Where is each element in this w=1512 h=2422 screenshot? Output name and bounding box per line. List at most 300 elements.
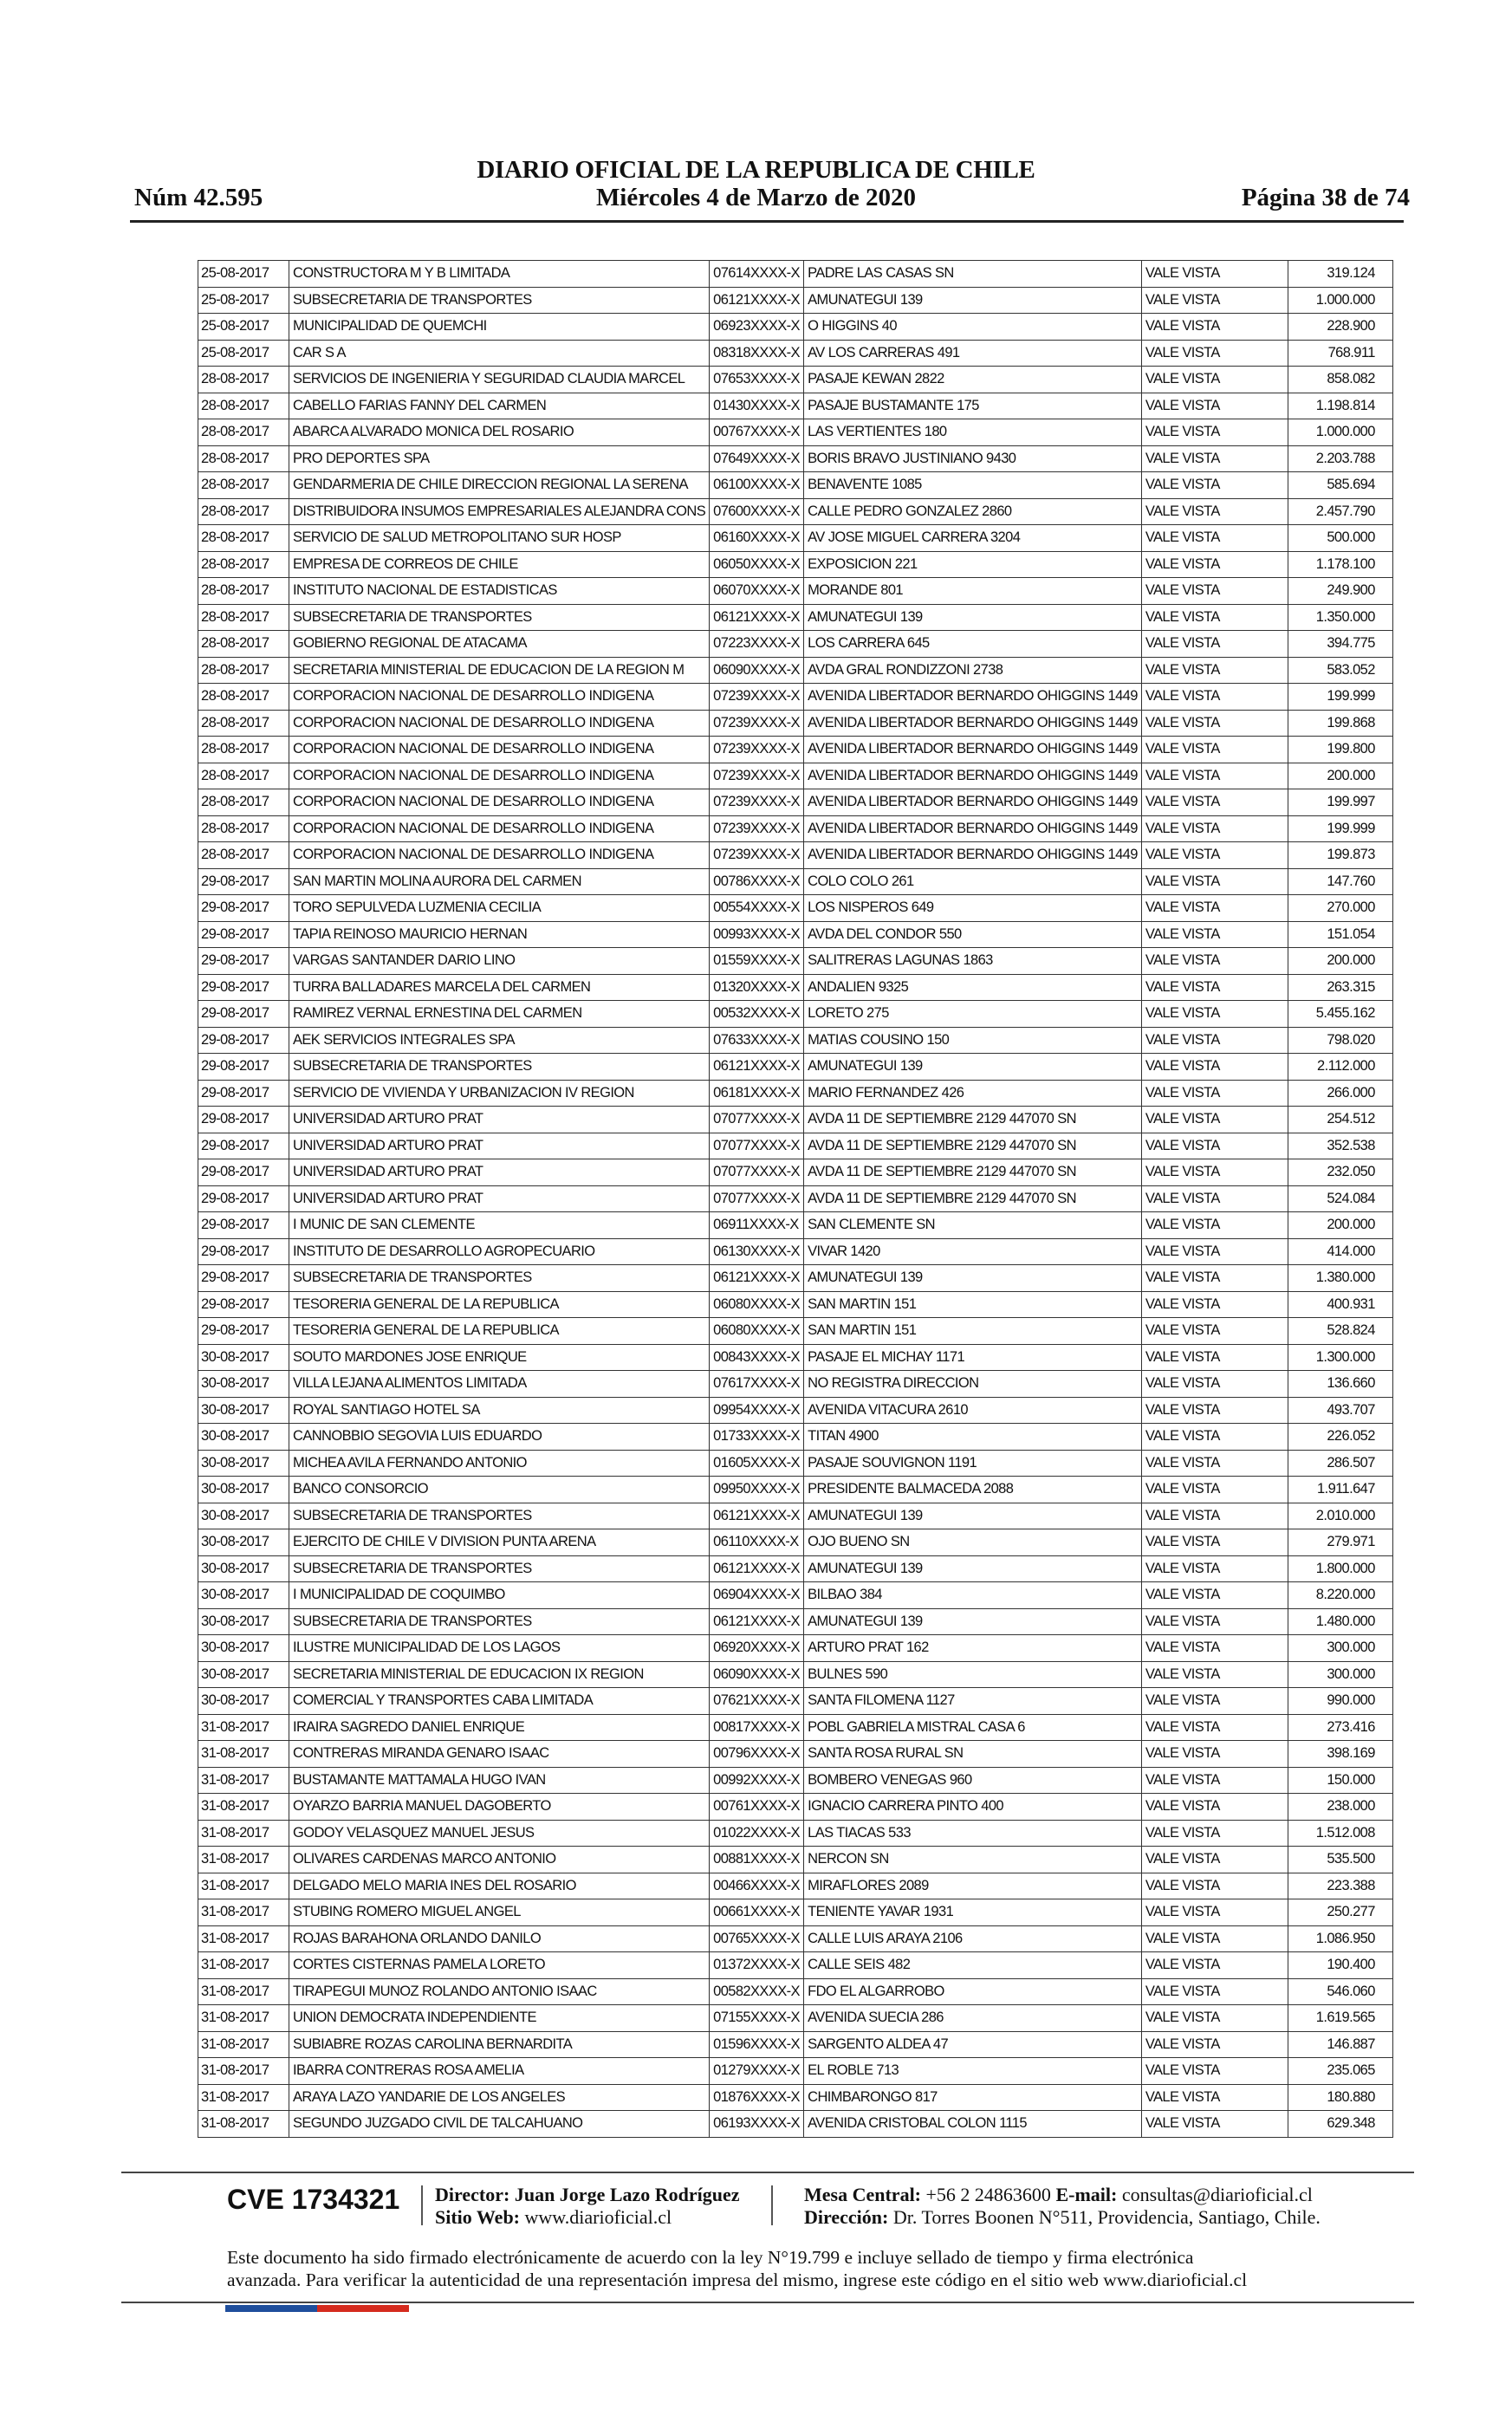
beneficiary-cell: TIRAPEGUI MUNOZ ROLANDO ANTONIO ISAAC (289, 1978, 710, 2005)
amount-cell: 200.000 (1288, 948, 1392, 975)
beneficiary-cell: SUBSECRETARIA DE TRANSPORTES (289, 1265, 710, 1292)
table-row (198, 1608, 1393, 1635)
date-cell: 28-08-2017 (198, 393, 289, 419)
table-row (198, 1027, 1393, 1054)
rut-cell: 07077XXXX-X (710, 1185, 804, 1212)
records-table-body (198, 261, 1393, 2138)
table-row (198, 684, 1393, 711)
amount-cell: 226.052 (1288, 1424, 1392, 1451)
address-cell: NERCON SN (804, 1847, 1142, 1873)
date-cell: 31-08-2017 (198, 1925, 289, 1952)
rut-cell: 06121XXXX-X (710, 1265, 804, 1292)
payment-type-cell: VALE VISTA (1141, 921, 1288, 948)
email-link[interactable]: consultas@diarioficial.cl (1121, 2184, 1313, 2205)
address-cell: PASAJE EL MICHAY 1171 (804, 1344, 1142, 1371)
table-row (198, 1741, 1393, 1768)
table-row (198, 1582, 1393, 1609)
beneficiary-cell: SEGUNDO JUZGADO CIVIL DE TALCAHUANO (289, 2111, 710, 2138)
table-row (198, 1503, 1393, 1529)
beneficiary-cell: TORO SEPULVEDA LUZMENIA CECILIA (289, 895, 710, 922)
table-row (198, 2084, 1393, 2111)
rut-cell: 07223XXXX-X (710, 631, 804, 658)
address-cell: AVENIDA LIBERTADOR BERNARDO OHIGGINS 1449 (804, 815, 1142, 842)
payment-type-cell: VALE VISTA (1141, 710, 1288, 737)
amount-cell: 1.350.000 (1288, 604, 1392, 631)
table-row (198, 314, 1393, 341)
director-block (435, 2184, 740, 2229)
address-cell: AVENIDA LIBERTADOR BERNARDO OHIGGINS 1449 (804, 684, 1142, 711)
table-row (198, 1661, 1393, 1688)
beneficiary-cell: SAN MARTIN MOLINA AURORA DEL CARMEN (289, 868, 710, 895)
contact-block (804, 2184, 1321, 2229)
beneficiary-cell: BANCO CONSORCIO (289, 1477, 710, 1503)
table-row (198, 921, 1393, 948)
rut-cell: 07239XXXX-X (710, 684, 804, 711)
payment-type-cell: VALE VISTA (1141, 2005, 1288, 2032)
table-row (198, 1635, 1393, 1662)
date-cell: 28-08-2017 (198, 789, 289, 816)
amount-cell: 1.086.950 (1288, 1925, 1392, 1952)
beneficiary-cell: OYARZO BARRIA MANUEL DAGOBERTO (289, 1794, 710, 1821)
beneficiary-cell: SUBSECRETARIA DE TRANSPORTES (289, 287, 710, 314)
payment-type-cell: VALE VISTA (1141, 1185, 1288, 1212)
date-cell: 28-08-2017 (198, 815, 289, 842)
address-cell: BILBAO 384 (804, 1582, 1142, 1609)
payment-type-cell: VALE VISTA (1141, 1450, 1288, 1477)
amount-cell: 2.203.788 (1288, 445, 1392, 472)
address-cell: MARIO FERNANDEZ 426 (804, 1080, 1142, 1107)
date-cell: 28-08-2017 (198, 498, 289, 525)
publication-date: Miércoles 4 de Marzo de 2020 (595, 184, 917, 211)
flag-red-stripe (317, 2305, 409, 2312)
address-cell: VIVAR 1420 (804, 1238, 1142, 1265)
date-cell: 31-08-2017 (198, 2005, 289, 2032)
date-cell: 31-08-2017 (198, 1978, 289, 2005)
payment-type-cell: VALE VISTA (1141, 815, 1288, 842)
beneficiary-cell: SOUTO MARDONES JOSE ENRIQUE (289, 1344, 710, 1371)
amount-cell: 858.082 (1288, 367, 1392, 393)
table-row (198, 498, 1393, 525)
payment-type-cell: VALE VISTA (1141, 1925, 1288, 1952)
amount-cell: 535.500 (1288, 1847, 1392, 1873)
payment-type-cell: VALE VISTA (1141, 1820, 1288, 1847)
amount-cell: 266.000 (1288, 1080, 1392, 1107)
web-label: Sitio Web: (435, 2206, 521, 2228)
payment-type-cell: VALE VISTA (1141, 1873, 1288, 1899)
table-row (198, 1555, 1393, 1582)
amount-cell: 263.315 (1288, 974, 1392, 1001)
table-row (198, 367, 1393, 393)
rut-cell: 06121XXXX-X (710, 1608, 804, 1635)
payment-type-cell: VALE VISTA (1141, 1107, 1288, 1133)
rut-cell: 00761XXXX-X (710, 1794, 804, 1821)
beneficiary-cell: CABELLO FARIAS FANNY DEL CARMEN (289, 393, 710, 419)
payment-type-cell: VALE VISTA (1141, 2058, 1288, 2085)
date-cell: 28-08-2017 (198, 525, 289, 552)
rut-cell: 07617XXXX-X (710, 1371, 804, 1398)
payment-type-cell: VALE VISTA (1141, 551, 1288, 578)
amount-cell: 147.760 (1288, 868, 1392, 895)
payment-type-cell: VALE VISTA (1141, 498, 1288, 525)
address-cell: AMUNATEGUI 139 (804, 1555, 1142, 1582)
address-cell: LAS TIACAS 533 (804, 1820, 1142, 1847)
rut-cell: 07077XXXX-X (710, 1107, 804, 1133)
beneficiary-cell: GOBIERNO REGIONAL DE ATACAMA (289, 631, 710, 658)
beneficiary-cell: CORTES CISTERNAS PAMELA LORETO (289, 1952, 710, 1979)
date-cell: 30-08-2017 (198, 1555, 289, 1582)
table-row (198, 1820, 1393, 1847)
beneficiary-cell: CANNOBBIO SEGOVIA LUIS EDUARDO (289, 1424, 710, 1451)
rut-cell: 07600XXXX-X (710, 498, 804, 525)
address-cell: SAN CLEMENTE SN (804, 1212, 1142, 1239)
address-cell: BOMBERO VENEGAS 960 (804, 1767, 1142, 1794)
rut-cell: 07633XXXX-X (710, 1027, 804, 1054)
table-row (198, 895, 1393, 922)
address-cell: AVDA 11 DE SEPTIEMBRE 2129 447070 SN (804, 1107, 1142, 1133)
payment-type-cell: VALE VISTA (1141, 1080, 1288, 1107)
payment-type-cell: VALE VISTA (1141, 1847, 1288, 1873)
date-cell: 30-08-2017 (198, 1477, 289, 1503)
date-cell: 29-08-2017 (198, 974, 289, 1001)
address-cell: AVENIDA LIBERTADOR BERNARDO OHIGGINS 1449 (804, 737, 1142, 763)
rut-cell: 06121XXXX-X (710, 1054, 804, 1081)
table-row (198, 287, 1393, 314)
table-row (198, 1265, 1393, 1292)
date-cell: 31-08-2017 (198, 1767, 289, 1794)
beneficiary-cell: PRO DEPORTES SPA (289, 445, 710, 472)
address-cell: IGNACIO CARRERA PINTO 400 (804, 1794, 1142, 1821)
date-cell: 31-08-2017 (198, 2084, 289, 2111)
payment-type-cell: VALE VISTA (1141, 1794, 1288, 1821)
rut-cell: 00554XXXX-X (710, 895, 804, 922)
date-cell: 29-08-2017 (198, 1185, 289, 1212)
email-label: E-mail: (1055, 2184, 1118, 2205)
amount-cell: 768.911 (1288, 340, 1392, 367)
beneficiary-cell: UNIVERSIDAD ARTURO PRAT (289, 1107, 710, 1133)
amount-cell: 200.000 (1288, 763, 1392, 789)
amount-cell: 394.775 (1288, 631, 1392, 658)
address-cell: SAN MARTIN 151 (804, 1318, 1142, 1345)
rut-cell: 07239XXXX-X (710, 842, 804, 869)
date-cell: 29-08-2017 (198, 1001, 289, 1028)
rut-cell: 06923XXXX-X (710, 314, 804, 341)
address-cell: MORANDE 801 (804, 578, 1142, 605)
payment-type-cell: VALE VISTA (1141, 631, 1288, 658)
amount-cell: 528.824 (1288, 1318, 1392, 1345)
rut-cell: 00796XXXX-X (710, 1741, 804, 1768)
beneficiary-cell: SECRETARIA MINISTERIAL DE EDUCACION IX REGION (289, 1661, 710, 1688)
table-row (198, 393, 1393, 419)
table-row (198, 1080, 1393, 1107)
rut-cell: 07621XXXX-X (710, 1688, 804, 1715)
mesa-label: Mesa Central: (804, 2184, 922, 2205)
amount-cell: 300.000 (1288, 1661, 1392, 1688)
amount-cell: 1.619.565 (1288, 2005, 1392, 2032)
date-cell: 30-08-2017 (198, 1503, 289, 1529)
date-cell: 30-08-2017 (198, 1661, 289, 1688)
beneficiary-cell: EMPRESA DE CORREOS DE CHILE (289, 551, 710, 578)
amount-cell: 249.900 (1288, 578, 1392, 605)
address-cell: ARTURO PRAT 162 (804, 1635, 1142, 1662)
table-row (198, 631, 1393, 658)
table-row (198, 1107, 1393, 1133)
date-cell: 28-08-2017 (198, 551, 289, 578)
table-row (198, 2058, 1393, 2085)
payment-type-cell: VALE VISTA (1141, 2031, 1288, 2058)
table-row (198, 340, 1393, 367)
payment-type-cell: VALE VISTA (1141, 445, 1288, 472)
table-row (198, 604, 1393, 631)
address-cell: AV LOS CARRERAS 491 (804, 340, 1142, 367)
address-cell: CALLE PEDRO GONZALEZ 2860 (804, 498, 1142, 525)
table-row (198, 261, 1393, 288)
table-row (198, 1212, 1393, 1239)
table-row (198, 657, 1393, 684)
rut-cell: 07077XXXX-X (710, 1133, 804, 1159)
beneficiary-cell: UNIVERSIDAD ARTURO PRAT (289, 1185, 710, 1212)
date-cell: 29-08-2017 (198, 1212, 289, 1239)
amount-cell: 228.900 (1288, 314, 1392, 341)
beneficiary-cell: TURRA BALLADARES MARCELA DEL CARMEN (289, 974, 710, 1001)
date-cell: 31-08-2017 (198, 2111, 289, 2138)
amount-cell: 990.000 (1288, 1688, 1392, 1715)
date-cell: 29-08-2017 (198, 1054, 289, 1081)
payment-type-cell: VALE VISTA (1141, 1001, 1288, 1028)
date-cell: 31-08-2017 (198, 1794, 289, 1821)
beneficiary-cell: TESORERIA GENERAL DE LA REPUBLICA (289, 1291, 710, 1318)
footer-divider-top (121, 2172, 1414, 2173)
footer-separator (421, 2185, 423, 2225)
date-cell: 30-08-2017 (198, 1688, 289, 1715)
amount-cell: 1.000.000 (1288, 287, 1392, 314)
payment-type-cell: VALE VISTA (1141, 340, 1288, 367)
beneficiary-cell: TAPIA REINOSO MAURICIO HERNAN (289, 921, 710, 948)
address-cell: MATIAS COUSINO 150 (804, 1027, 1142, 1054)
beneficiary-cell: DELGADO MELO MARIA INES DEL ROSARIO (289, 1873, 710, 1899)
rut-cell: 01559XXXX-X (710, 948, 804, 975)
date-cell: 30-08-2017 (198, 1582, 289, 1609)
payment-type-cell: VALE VISTA (1141, 1978, 1288, 2005)
rut-cell: 06070XXXX-X (710, 578, 804, 605)
payment-type-cell: VALE VISTA (1141, 2084, 1288, 2111)
address-cell: AVDA DEL CONDOR 550 (804, 921, 1142, 948)
rut-cell: 00765XXXX-X (710, 1925, 804, 1952)
amount-cell: 250.277 (1288, 1899, 1392, 1926)
payment-type-cell: VALE VISTA (1141, 314, 1288, 341)
amount-cell: 1.198.814 (1288, 393, 1392, 419)
table-row (198, 1291, 1393, 1318)
beneficiary-cell: CORPORACION NACIONAL DE DESARROLLO INDIGENA (289, 815, 710, 842)
table-row (198, 551, 1393, 578)
amount-cell: 2.112.000 (1288, 1054, 1392, 1081)
payment-type-cell: VALE VISTA (1141, 1477, 1288, 1503)
amount-cell: 279.971 (1288, 1529, 1392, 1556)
address-cell: SANTA FILOMENA 1127 (804, 1688, 1142, 1715)
table-row (198, 737, 1393, 763)
amount-cell: 199.873 (1288, 842, 1392, 869)
table-row (198, 1978, 1393, 2005)
rut-cell: 00881XXXX-X (710, 1847, 804, 1873)
address-cell: AVDA 11 DE SEPTIEMBRE 2129 447070 SN (804, 1185, 1142, 1212)
beneficiary-cell: TESORERIA GENERAL DE LA REPUBLICA (289, 1318, 710, 1345)
rut-cell: 06130XXXX-X (710, 1238, 804, 1265)
date-cell: 30-08-2017 (198, 1529, 289, 1556)
records-table (198, 260, 1393, 2138)
amount-cell: 223.388 (1288, 1873, 1392, 1899)
payment-type-cell: VALE VISTA (1141, 1899, 1288, 1926)
amount-cell: 238.000 (1288, 1794, 1392, 1821)
payment-type-cell: VALE VISTA (1141, 763, 1288, 789)
address-cell: POBL GABRIELA MISTRAL CASA 6 (804, 1714, 1142, 1741)
beneficiary-cell: GENDARMERIA DE CHILE DIRECCION REGIONAL LA SERENA (289, 472, 710, 499)
beneficiary-cell: ROJAS BARAHONA ORLANDO DANILO (289, 1925, 710, 1952)
beneficiary-cell: UNIVERSIDAD ARTURO PRAT (289, 1159, 710, 1186)
rut-cell: 09950XXXX-X (710, 1477, 804, 1503)
amount-cell: 199.800 (1288, 737, 1392, 763)
rut-cell: 06181XXXX-X (710, 1080, 804, 1107)
table-row (198, 1133, 1393, 1159)
director-label: Director: (435, 2184, 510, 2205)
date-cell: 30-08-2017 (198, 1397, 289, 1424)
beneficiary-cell: SUBSECRETARIA DE TRANSPORTES (289, 1608, 710, 1635)
beneficiary-cell: SUBSECRETARIA DE TRANSPORTES (289, 1555, 710, 1582)
table-row (198, 419, 1393, 446)
legal-notice (227, 2246, 1353, 2291)
address-cell: AMUNATEGUI 139 (804, 1054, 1142, 1081)
address-cell: NO REGISTRA DIRECCION (804, 1371, 1142, 1398)
date-cell: 25-08-2017 (198, 287, 289, 314)
beneficiary-cell: CORPORACION NACIONAL DE DESARROLLO INDIGENA (289, 710, 710, 737)
address-cell: SAN MARTIN 151 (804, 1291, 1142, 1318)
beneficiary-cell: DISTRIBUIDORA INSUMOS EMPRESARIALES ALEJANDRA CONS (289, 498, 710, 525)
date-cell: 25-08-2017 (198, 340, 289, 367)
amount-cell: 146.887 (1288, 2031, 1392, 2058)
legal-line: Este documento ha sido firmado electrónicamente de acuerdo con la ley N°19.799 e incluye sellado de tiempo y firma electrónica (227, 2247, 1194, 2268)
rut-cell: 01279XXXX-X (710, 2058, 804, 2085)
payment-type-cell: VALE VISTA (1141, 261, 1288, 288)
table-row (198, 1529, 1393, 1556)
beneficiary-cell: CORPORACION NACIONAL DE DESARROLLO INDIGENA (289, 842, 710, 869)
beneficiary-cell: GODOY VELASQUEZ MANUEL JESUS (289, 1820, 710, 1847)
address-cell: COLO COLO 261 (804, 868, 1142, 895)
address-cell: TENIENTE YAVAR 1931 (804, 1899, 1142, 1926)
rut-cell: 07614XXXX-X (710, 261, 804, 288)
beneficiary-cell: MICHEA AVILA FERNANDO ANTONIO (289, 1450, 710, 1477)
payment-type-cell: VALE VISTA (1141, 472, 1288, 499)
beneficiary-cell: SUBSECRETARIA DE TRANSPORTES (289, 1054, 710, 1081)
payment-type-cell: VALE VISTA (1141, 974, 1288, 1001)
rut-cell: 06100XXXX-X (710, 472, 804, 499)
date-cell: 31-08-2017 (198, 2058, 289, 2085)
table-row (198, 763, 1393, 789)
payment-type-cell: VALE VISTA (1141, 657, 1288, 684)
table-row (198, 578, 1393, 605)
date-cell: 31-08-2017 (198, 1741, 289, 1768)
date-cell: 28-08-2017 (198, 763, 289, 789)
address-cell: AVENIDA SUECIA 286 (804, 2005, 1142, 2032)
payment-type-cell: VALE VISTA (1141, 1291, 1288, 1318)
rut-cell: 06121XXXX-X (710, 1555, 804, 1582)
amount-cell: 5.455.162 (1288, 1001, 1392, 1028)
amount-cell: 199.999 (1288, 815, 1392, 842)
date-cell: 29-08-2017 (198, 1107, 289, 1133)
amount-cell: 1.300.000 (1288, 1344, 1392, 1371)
page-indicator: Página 38 de 74 (1241, 184, 1410, 211)
rut-cell: 00993XXXX-X (710, 921, 804, 948)
address-cell: PASAJE BUSTAMANTE 175 (804, 393, 1142, 419)
rut-cell: 01596XXXX-X (710, 2031, 804, 2058)
amount-cell: 1.178.100 (1288, 551, 1392, 578)
address-cell: LOS CARRERA 645 (804, 631, 1142, 658)
address-cell: PASAJE SOUVIGNON 1191 (804, 1450, 1142, 1477)
amount-cell: 254.512 (1288, 1107, 1392, 1133)
table-row (198, 1001, 1393, 1028)
rut-cell: 07239XXXX-X (710, 789, 804, 816)
rut-cell: 00817XXXX-X (710, 1714, 804, 1741)
payment-type-cell: VALE VISTA (1141, 948, 1288, 975)
amount-cell: 352.538 (1288, 1133, 1392, 1159)
address-cell: LORETO 275 (804, 1001, 1142, 1028)
header-divider (130, 220, 1404, 223)
rut-cell: 01605XXXX-X (710, 1450, 804, 1477)
table-row (198, 2111, 1393, 2138)
rut-cell: 06920XXXX-X (710, 1635, 804, 1662)
date-cell: 29-08-2017 (198, 921, 289, 948)
date-cell: 28-08-2017 (198, 842, 289, 869)
beneficiary-cell: SERVICIOS DE INGENIERIA Y SEGURIDAD CLAUDIA MARCEL (289, 367, 710, 393)
table-row (198, 1397, 1393, 1424)
address-cell: CHIMBARONGO 817 (804, 2084, 1142, 2111)
payment-type-cell: VALE VISTA (1141, 737, 1288, 763)
legal-line: avanzada. Para verificar la autenticidad de una representación impresa del mismo, ingrese este código en el sitio web www.diarioficial.cl (227, 2269, 1248, 2290)
amount-cell: 200.000 (1288, 1212, 1392, 1239)
amount-cell: 232.050 (1288, 1159, 1392, 1186)
beneficiary-cell: SUBSECRETARIA DE TRANSPORTES (289, 604, 710, 631)
amount-cell: 1.512.008 (1288, 1820, 1392, 1847)
address-cell: FDO EL ALGARROBO (804, 1978, 1142, 2005)
table-row (198, 842, 1393, 869)
rut-cell: 01372XXXX-X (710, 1952, 804, 1979)
payment-type-cell: VALE VISTA (1141, 1159, 1288, 1186)
address-cell: PADRE LAS CASAS SN (804, 261, 1142, 288)
beneficiary-cell: UNIVERSIDAD ARTURO PRAT (289, 1133, 710, 1159)
amount-cell: 319.124 (1288, 261, 1392, 288)
beneficiary-cell: COMERCIAL Y TRANSPORTES CABA LIMITADA (289, 1688, 710, 1715)
beneficiary-cell: CORPORACION NACIONAL DE DESARROLLO INDIGENA (289, 737, 710, 763)
date-cell: 28-08-2017 (198, 445, 289, 472)
amount-cell: 199.997 (1288, 789, 1392, 816)
date-cell: 28-08-2017 (198, 657, 289, 684)
date-cell: 28-08-2017 (198, 684, 289, 711)
amount-cell: 546.060 (1288, 1978, 1392, 2005)
address-cell: EL ROBLE 713 (804, 2058, 1142, 2085)
rut-cell: 00767XXXX-X (710, 419, 804, 446)
rut-cell: 07653XXXX-X (710, 367, 804, 393)
address-cell: EXPOSICION 221 (804, 551, 1142, 578)
date-cell: 31-08-2017 (198, 1899, 289, 1926)
address-label: Dirección: (804, 2206, 889, 2228)
rut-cell: 00992XXXX-X (710, 1767, 804, 1794)
table-row (198, 1899, 1393, 1926)
amount-cell: 300.000 (1288, 1635, 1392, 1662)
table-row (198, 815, 1393, 842)
table-row (198, 1159, 1393, 1186)
date-cell: 28-08-2017 (198, 472, 289, 499)
date-cell: 30-08-2017 (198, 1344, 289, 1371)
table-row (198, 1847, 1393, 1873)
rut-cell: 06911XXXX-X (710, 1212, 804, 1239)
web-link[interactable]: www.diarioficial.cl (524, 2206, 672, 2228)
